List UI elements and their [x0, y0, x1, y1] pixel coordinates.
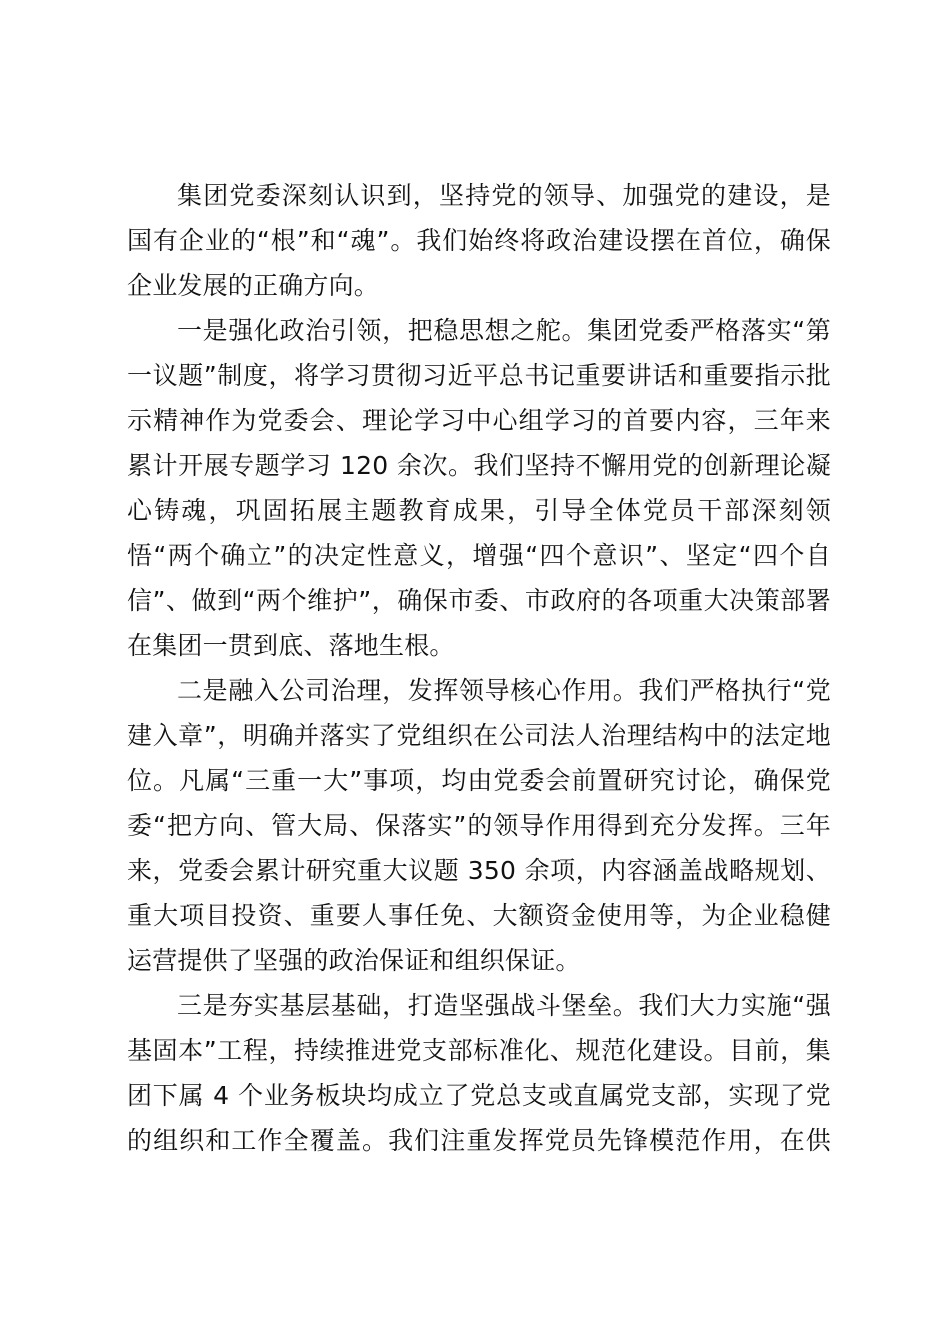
- text-line: 运营提供了坚强的政治保证和组织保证。: [127, 946, 581, 975]
- text-line: 重大项目投资、重要人事任免、大额资金使用等，为企业稳健: [127, 901, 831, 930]
- text-line: 心铸魂，巩固拓展主题教育成果，引导全体党员干部深刻领: [127, 496, 831, 525]
- text-line: 一议题”制度，将学习贯彻习近平总书记重要讲话和重要指示批: [127, 361, 831, 390]
- text-line: 来，党委会累计研究重大议题 350 余项，内容涵盖战略规划、: [127, 856, 831, 885]
- text-line: 累计开展专题学习 120 余次。我们坚持不懈用党的创新理论凝: [127, 451, 831, 480]
- text-line: 团下属 4 个业务板块均成立了党总支或直属党支部，实现了党: [127, 1081, 831, 1110]
- text-line: 信”、做到“两个维护”，确保市委、市政府的各项重大决策部署: [127, 586, 831, 615]
- text-line: 二是融入公司治理，发挥领导核心作用。我们严格执行“党: [177, 676, 831, 705]
- text-line: 委“把方向、管大局、保落实”的领导作用得到充分发挥。三年: [127, 811, 831, 840]
- text-line: 位。凡属“三重一大”事项，均由党委会前置研究讨论，确保党: [127, 766, 831, 795]
- text-line: 示精神作为党委会、理论学习中心组学习的首要内容，三年来: [127, 406, 831, 435]
- text-line: 的组织和工作全覆盖。我们注重发挥党员先锋模范作用，在供: [127, 1126, 831, 1155]
- text-line: 企业发展的正确方向。: [127, 271, 380, 300]
- text-line: 三是夯实基层基础，打造坚强战斗堡垒。我们大力实施“强: [177, 991, 831, 1020]
- text-line: 集团党委深刻认识到，坚持党的领导、加强党的建设，是: [177, 181, 831, 210]
- text-line: 基固本”工程，持续推进党支部标准化、规范化建设。目前，集: [127, 1036, 831, 1065]
- text-line: 一是强化政治引领，把稳思想之舵。集团党委严格落实“第: [177, 316, 831, 345]
- text-line: 建入章”，明确并落实了党组织在公司法人治理结构中的法定地: [127, 721, 831, 750]
- text-line: 在集团一贯到底、落地生根。: [127, 631, 455, 660]
- text-line: 悟“两个确立”的决定性意义，增强“四个意识”、坚定“四个自: [127, 541, 831, 570]
- text-line: 国有企业的“根”和“魂”。我们始终将政治建设摆在首位，确保: [127, 226, 831, 255]
